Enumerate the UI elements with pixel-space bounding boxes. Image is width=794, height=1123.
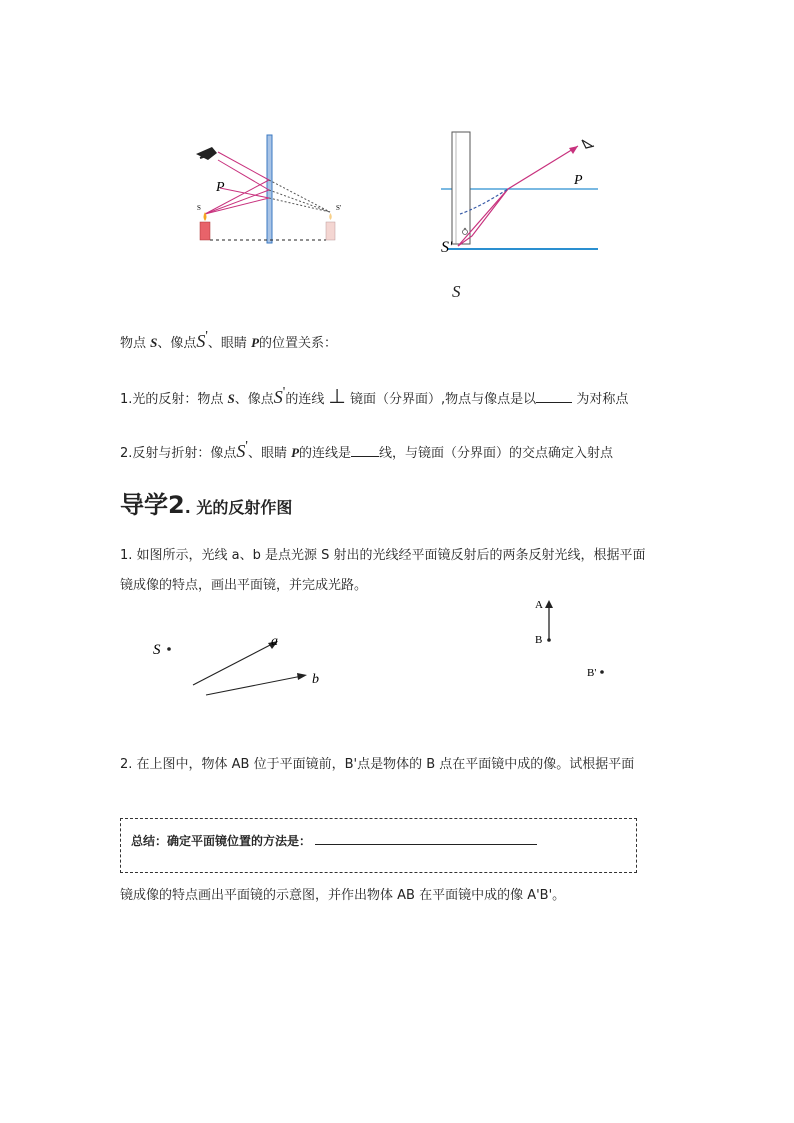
- label-b: b: [312, 672, 319, 687]
- refraction-figure: [438, 128, 604, 256]
- summary-box: [120, 818, 637, 873]
- reflected-rays: [218, 152, 269, 198]
- candle-image: [326, 213, 335, 240]
- eye-icon: [196, 147, 217, 160]
- label-P: P: [216, 180, 225, 195]
- mirror-reflection-figure: [190, 130, 360, 250]
- label-a: a: [271, 634, 278, 649]
- question-1-line-1: 1. 如图所示，光线 a、b 是点光源 S 射出的光线经平面镜反射后的两条反射光线，根据平面: [120, 548, 646, 563]
- label-A: A: [535, 599, 543, 611]
- image-point-B-prime: [600, 670, 604, 674]
- question-2-line-2: 镜成像的特点画出平面镜的示意图，并作出物体 AB 在平面镜中成的像 A'B'。: [120, 888, 566, 903]
- light-source-point: [167, 647, 171, 651]
- question-1-line-2: 镜成像的特点，画出平面镜，并完成光路。: [120, 578, 368, 593]
- vertical-mirror: [452, 132, 470, 244]
- question-2-line-1: 2. 在上图中，物体 AB 位于平面镜前，B'点是物体的 B 点在平面镜中成的像。试根据平面: [120, 757, 635, 772]
- question-2-diagram: [530, 594, 614, 686]
- ray-arrowhead: [569, 146, 578, 154]
- object-arrow-AB: [545, 600, 553, 642]
- figure-caption-S: S: [452, 282, 461, 301]
- summary-answer-blank[interactable]: [315, 844, 537, 845]
- section-heading: 导学2. 光的反射作图: [120, 491, 293, 519]
- answer-blank[interactable]: [351, 456, 379, 457]
- incident-rays: [205, 180, 269, 214]
- label-P: P: [574, 173, 583, 188]
- label-B-prime: B': [587, 667, 597, 679]
- answer-blank[interactable]: [536, 402, 572, 403]
- virtual-rays: [269, 180, 330, 212]
- refraction-rule: 2.反射与折射：像点S'、眼睛 P的连线是 线，与镜面（分界面）的交点确定入射点: [120, 439, 614, 461]
- eye-icon: [582, 140, 594, 148]
- label-B: B: [535, 634, 543, 646]
- ray-b: [206, 673, 307, 695]
- reflection-rule: 1.光的反射：物点 S、像点S'的连线 ⊥ 镜面（分界面）,物点与像点是以 为对称点: [120, 384, 629, 408]
- label-S-prime: S': [441, 239, 453, 256]
- relation-sentence: 物点 S、像点S'、眼睛 P的位置关系：: [120, 329, 338, 351]
- summary-label: 总结：确定平面镜位置的方法是：: [131, 832, 537, 849]
- label-S: S: [153, 642, 161, 658]
- question-1-diagram: [150, 628, 340, 698]
- candle-object: [200, 212, 210, 240]
- label-S-prime: S': [336, 204, 342, 212]
- ray-a: [193, 641, 278, 685]
- label-S: S: [197, 204, 201, 212]
